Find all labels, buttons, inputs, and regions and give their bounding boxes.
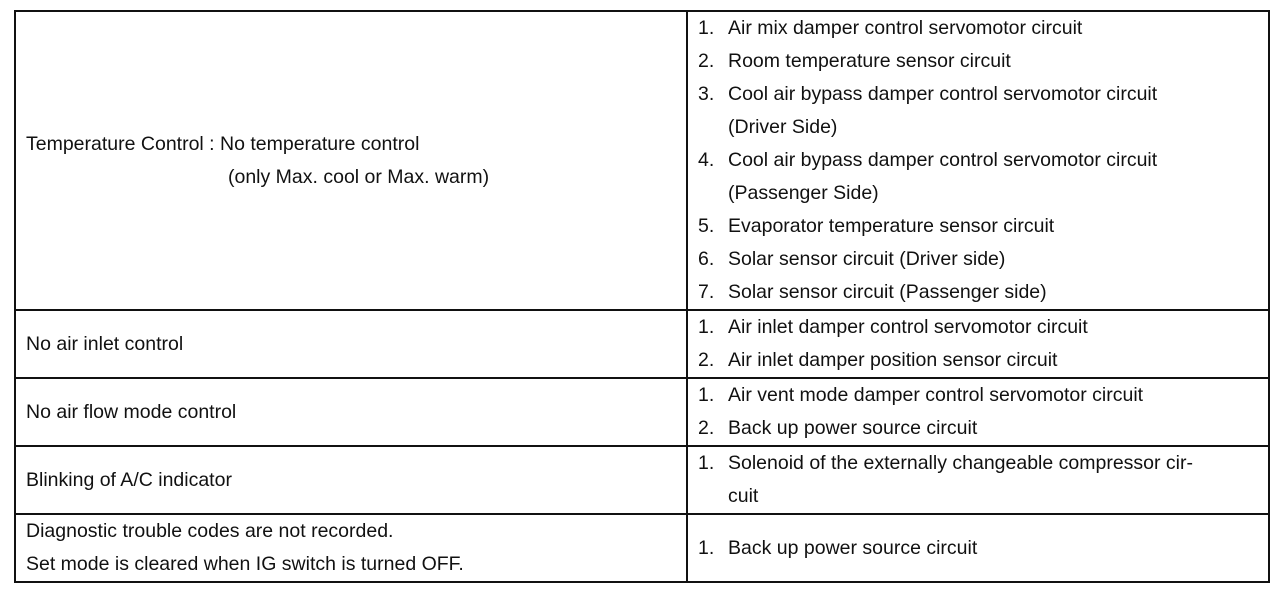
circuits-cell bbox=[687, 11, 1269, 310]
item-number: 4. bbox=[698, 149, 715, 171]
circuits-cell bbox=[687, 310, 1269, 378]
list-item bbox=[698, 447, 1260, 513]
list-item bbox=[698, 311, 1260, 344]
item-number: 1. bbox=[698, 384, 715, 406]
item-text-line: Room temperature sensor circuit bbox=[728, 50, 1011, 72]
symptom-cell bbox=[15, 11, 687, 310]
item-text-line: (Passenger Side) bbox=[728, 182, 879, 204]
item-text bbox=[728, 276, 1260, 309]
circuit-list bbox=[698, 447, 1260, 513]
list-item bbox=[698, 243, 1260, 276]
symptom-text: Diagnostic trouble codes are not recorded. bbox=[26, 520, 394, 542]
symptom-text: Blinking of A/C indicator bbox=[26, 468, 232, 491]
item-number: 1. bbox=[698, 316, 715, 338]
list-item bbox=[698, 276, 1260, 309]
item-text-line: (Driver Side) bbox=[728, 116, 838, 138]
item-text-line: Solenoid of the externally changeable compressor cir- bbox=[728, 452, 1194, 474]
item-text bbox=[728, 12, 1260, 45]
item-number: 1. bbox=[698, 17, 715, 39]
list-item bbox=[698, 78, 1260, 144]
item-text bbox=[728, 210, 1260, 243]
item-text bbox=[728, 412, 1260, 445]
list-item bbox=[698, 12, 1260, 45]
circuit-list bbox=[698, 12, 1260, 309]
list-item bbox=[698, 379, 1260, 412]
item-text-line: Back up power source circuit bbox=[728, 536, 978, 559]
symptom-cell bbox=[15, 378, 687, 446]
circuit-list bbox=[698, 379, 1260, 445]
circuits-cell bbox=[687, 514, 1269, 582]
item-text-line: Evaporator temperature sensor circuit bbox=[728, 215, 1055, 237]
item-number: 1. bbox=[698, 452, 715, 474]
list-item bbox=[698, 532, 1260, 565]
list-item bbox=[698, 412, 1260, 445]
item-text bbox=[728, 379, 1260, 412]
item-text-line: Solar sensor circuit (Driver side) bbox=[728, 248, 1006, 270]
item-text-line: Cool air bypass damper control servomotor circuit bbox=[728, 149, 1158, 171]
symptom-cell bbox=[15, 446, 687, 514]
symptom-text: Temperature Control : No temperature control bbox=[26, 132, 420, 155]
symptom-text: No air inlet control bbox=[26, 332, 184, 355]
item-text bbox=[728, 532, 1260, 565]
item-number: 1. bbox=[698, 536, 715, 559]
item-number: 2. bbox=[698, 50, 715, 72]
item-text-line: cuit bbox=[728, 485, 759, 507]
item-text bbox=[728, 311, 1260, 344]
item-number: 6. bbox=[698, 248, 715, 270]
table-row bbox=[15, 378, 1269, 446]
list-item bbox=[698, 45, 1260, 78]
item-text bbox=[728, 144, 1260, 210]
symptom-text: (only Max. cool or Max. warm) bbox=[228, 165, 490, 188]
table-row bbox=[15, 11, 1269, 310]
list-item bbox=[698, 144, 1260, 210]
item-text-line: Air vent mode damper control servomotor circuit bbox=[728, 384, 1144, 406]
item-number: 3. bbox=[698, 83, 715, 105]
circuit-list bbox=[698, 311, 1260, 377]
symptom-cell bbox=[15, 514, 687, 582]
symptom-cell bbox=[15, 310, 687, 378]
circuits-cell bbox=[687, 378, 1269, 446]
table-row bbox=[15, 310, 1269, 378]
list-item bbox=[698, 210, 1260, 243]
item-number: 7. bbox=[698, 281, 715, 303]
item-text-line: Cool air bypass damper control servomotor circuit bbox=[728, 83, 1158, 105]
symptom-text: Set mode is cleared when IG switch is turned OFF. bbox=[26, 553, 464, 575]
item-text-line: Air mix damper control servomotor circuit bbox=[728, 17, 1083, 39]
symptom-text: No air flow mode control bbox=[26, 400, 237, 423]
item-text bbox=[728, 447, 1260, 513]
table-row bbox=[15, 446, 1269, 514]
item-number: 2. bbox=[698, 349, 715, 371]
circuits-cell bbox=[687, 446, 1269, 514]
item-text bbox=[728, 45, 1260, 78]
list-item bbox=[698, 344, 1260, 377]
item-number: 2. bbox=[698, 417, 715, 439]
item-text bbox=[728, 78, 1260, 144]
item-text bbox=[728, 344, 1260, 377]
item-text-line: Air inlet damper position sensor circuit bbox=[728, 349, 1058, 371]
item-text-line: Back up power source circuit bbox=[728, 417, 978, 439]
item-text-line: Air inlet damper control servomotor circuit bbox=[728, 316, 1088, 338]
item-text-line: Solar sensor circuit (Passenger side) bbox=[728, 281, 1047, 303]
table-row bbox=[15, 514, 1269, 582]
circuit-list bbox=[698, 532, 1260, 565]
trouble-symptom-table bbox=[14, 10, 1270, 583]
item-text bbox=[728, 243, 1260, 276]
item-number: 5. bbox=[698, 215, 715, 237]
